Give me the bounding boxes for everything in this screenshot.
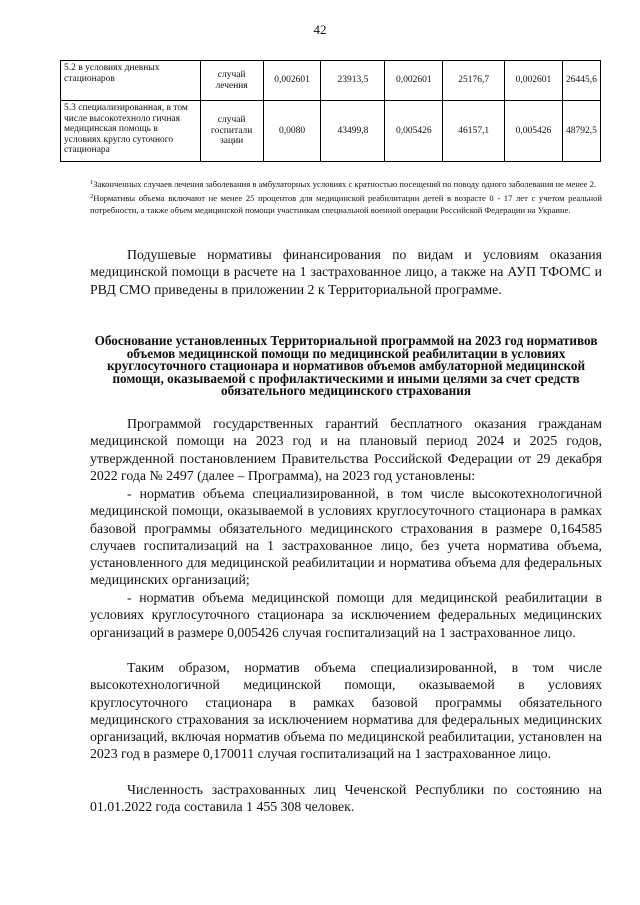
table-cell-name: 5.2 в условиях дневных стационаров (61, 61, 201, 101)
norms-table (60, 60, 601, 162)
paragraph-conclusion: Таким образом, норматив объема специализированной, в том числе высокотехнологичной медицинской помощи, оказываемой в условиях круглосуточного стационара в рамках базовой программы обязательного медицинского страхования за исключением норматива для федеральных медицинских организаций, включая норматив объема по медицинской реабилитации, установлен на 2023 год в размере 0,170011 случая госпитализаций на 1 застрахованное лицо. (90, 660, 602, 762)
footnote-mark: 2 (90, 192, 94, 200)
paragraph-insured-count: Численность застрахованных лиц Чеченской Республики по состоянию на 01.01.2022 года составила 1 455 308 человек. (90, 782, 602, 815)
table-cell-value: 48792,5 (562, 101, 600, 162)
table-cell-value: 0,005426 (385, 101, 443, 162)
table-cell-value: 46157,1 (443, 101, 505, 162)
table-row (61, 61, 601, 101)
section-heading: Обоснование установленных Территориальной программой на 2023 год нормативов объемов медицинской помощи по медицинской реабилитации в условиях круглосуточного стационара и нормативов объемов амбулаторной медицинской помощи, оказываемой с профилактическими и иными целями за счет средств обязательного медицинского страхования (94, 333, 598, 399)
paragraph-norm-specialized: - норматив объема специализированной, в том числе высокотехнологичной медицинской помощи, оказываемой в условиях круглосуточного стационара в рамках базовой программы обязательного медицинского страхования в размере 0,164585 случаев госпитализаций на 1 застрахованное лицо, без учета норматива объема, установленного для медицинской реабилитации и норматива объема для федеральных медицинских организаций; (90, 486, 602, 588)
footnotes (90, 177, 602, 217)
paragraph-financing: Подушевые нормативы финансирования по видам и условиям оказания медицинской помощи в расчете на 1 застрахованное лицо, а также на АУП ТФОМС и РВД СМО приведены в приложении 2 к Территориальной программе. (90, 247, 602, 297)
table-cell-value: 25176,7 (443, 61, 505, 101)
table-cell-unit: случай лечения (200, 61, 263, 101)
table-cell-value: 0,002601 (263, 61, 321, 101)
paragraph-norm-rehab: - норматив объема медицинской помощи для медицинской реабилитации в условиях круглосуточного стационара за исключением федеральных медицинских организаций в размере 0,005426 случая госпитализаций на 1 застрахованное лицо. (90, 590, 602, 640)
table-cell-value: 0,005426 (505, 101, 563, 162)
page-number: 42 (313, 22, 327, 37)
table-cell-unit: случай госпитали зации (200, 101, 263, 162)
table-cell-value: 0,0080 (263, 101, 321, 162)
paragraph-program: Программой государственных гарантий бесплатного оказания гражданам медицинской помощи на 2023 год и на плановый период 2024 и 2025 годов, утвержденной постановлением Правительства Российской Федерации от 29 декабря 2022 года № 2497 (далее – Программа), на 2023 год установлены: (90, 416, 602, 483)
table-cell-value: 26445,6 (562, 61, 600, 101)
table-cell-value: 0,002601 (385, 61, 443, 101)
table-cell-value: 23913,5 (321, 61, 385, 101)
footnote-mark: 1 (90, 179, 94, 186)
footnote-2 (90, 191, 602, 217)
footnote-text: Законченных случаев лечения заболевания в амбулаторных условиях с кратностью посещений по поводу одного заболевания не менее 2. (93, 179, 597, 189)
table-row (61, 101, 601, 162)
table-cell-value: 43499,8 (321, 101, 385, 162)
table-cell-value: 0,002601 (505, 61, 563, 101)
footnote-1 (90, 177, 602, 191)
table-cell-name: 5.3 специализированная, в том числе высокотехноло гичная медицинская помощь в условиях кругло суточного стационара (61, 101, 201, 162)
footnote-text: Нормативы объема включают не менее 25 процентов для медицинской реабилитации детей в возрасте 0 - 17 лет с учетом реальной потребности, а также объем медицинской помощи участникам специальной военной операции Российской Федерации на Украине. (90, 192, 602, 215)
